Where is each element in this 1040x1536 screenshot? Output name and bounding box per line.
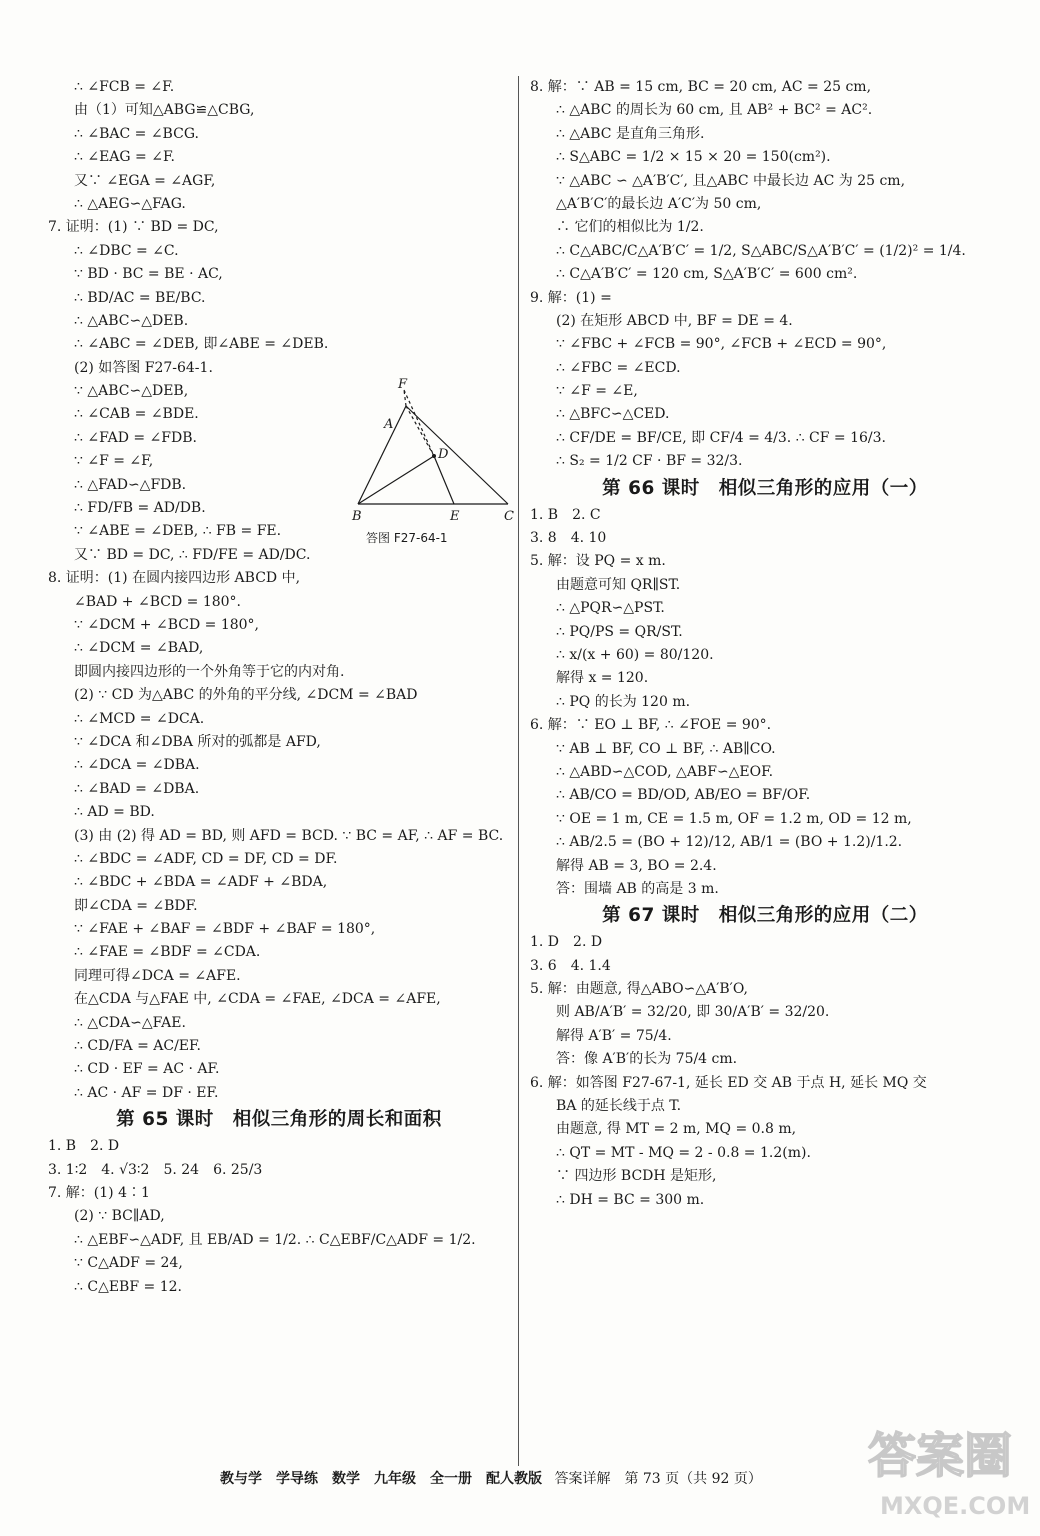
text-line: ∵ △ABC ∽ △A′B′C′, 且△ABC 中最长边 AC 为 25 cm, — [556, 172, 906, 189]
page-footer — [220, 1464, 920, 1494]
text-line: ∵ △ABC∽△DEB, — [74, 383, 189, 400]
text-line: ∴ ∠FAE = ∠BDF = ∠CDA. — [74, 944, 261, 961]
column-divider — [518, 76, 519, 1466]
text-line: ∴ △AEG∽△FAG. — [74, 195, 186, 212]
right-column — [530, 76, 1000, 1212]
text-line: 即∠CDA = ∠BDF. — [74, 897, 198, 914]
label-a: A — [384, 417, 394, 432]
text-line: ∴ FD/FB = AD/DB. — [74, 500, 206, 517]
text-line: ∴ △EBF∽△ADF, 且 EB/AD = 1/2. ∴ C△EBF/C△ADF = 1/2. — [74, 1231, 476, 1248]
text-line: ∵ ∠ABE = ∠DEB, ∴ FB = FE. — [74, 523, 282, 540]
text-line: ∵ BD · BC = BE · AC, — [74, 266, 223, 283]
text-line: 又∵ BD = DC, ∴ FD/FE = AD/DC. — [74, 546, 311, 563]
section-heading: 第 66 课时 相似三角形的应用（一） — [602, 477, 928, 499]
section-heading: 第 65 课时 相似三角形的周长和面积 — [116, 1109, 442, 1131]
text-line: ∴ △ABC∽△DEB. — [74, 312, 189, 329]
text-line: ∵ OE = 1 m, CE = 1.5 m, OF = 1.2 m, OD = 12 m, — [556, 810, 912, 827]
text-line: ∴ ∠DCA = ∠DBA. — [74, 757, 200, 774]
text-line: BA 的延长线于点 T. — [556, 1098, 682, 1115]
left-column — [48, 76, 510, 1299]
text-line: ∴ ∠BAC = ∠BCG. — [74, 125, 199, 142]
text-line: 即圆内接四边形的一个外角等于它的内对角. — [74, 663, 345, 680]
text-line: 在△CDA 与△FAE 中, ∠CDA = ∠FAE, ∠DCA = ∠AFE, — [74, 991, 441, 1008]
text-line: 同理可得∠DCA = ∠AFE. — [74, 967, 241, 984]
text-line: 7. 解：(1) 4∶1 — [48, 1184, 150, 1201]
text-line: 由题意, 得 MT = 2 m, MQ = 0.8 m, — [556, 1121, 797, 1138]
text-line: ∴ ∠FAD = ∠FDB. — [74, 429, 197, 446]
label-f: F — [398, 377, 408, 392]
text-line: ∵ ∠DCM + ∠BCD = 180°, — [74, 616, 260, 633]
text-line: ∴ C△ABC/C△A′B′C′ = 1/2, S△ABC/S△A′B′C′ = (1/2)² = 1/4. — [556, 242, 966, 259]
text-line: (2) 在矩形 ABCD 中, BF = DE = 4. — [556, 312, 793, 329]
section-heading: 第 67 课时 相似三角形的应用（二） — [602, 905, 928, 927]
text-line: ∴ ∠DBC = ∠C. — [74, 242, 179, 259]
text-line: 6. 解：∵ EO ⊥ BF, ∴ ∠FOE = 90°. — [530, 717, 772, 734]
text-line: 由题意可知 QR∥ST. — [556, 576, 681, 593]
text-line: 1. D 2. D — [530, 934, 603, 951]
text-line: ∴ ∠BAD = ∠DBA. — [74, 780, 200, 797]
text-line: ∴ ∠MCD = ∠DCA. — [74, 710, 205, 727]
text-line: ∴ ∠BDC = ∠ADF, CD = DF, CD = DF. — [74, 850, 338, 867]
text-line: ∴ AD = BD. — [74, 804, 155, 821]
text-line: 又∵ ∠EGA = ∠AGF, — [74, 172, 216, 189]
footer-page-info: 答案详解 第 73 页（共 92 页） — [554, 1471, 762, 1487]
text-line: ∴ AB/2.5 = (BO + 12)/12, AB/1 = (BO + 1.2)/1.2. — [556, 834, 903, 851]
watermark-chars: 答案圈 — [868, 1428, 1013, 1484]
text-line: ∴ S₂ = 1/2 CF · BF = 32/3. — [556, 453, 743, 470]
text-line: 答：像 A′B′的长为 75/4 cm. — [556, 1051, 738, 1068]
text-line: ∴ △ABD∽△COD, △ABF∽△EOF. — [556, 763, 774, 780]
text-line: ∴ 它们的相似比为 1/2. — [556, 219, 704, 236]
text-line: ∴ C△EBF = 12. — [74, 1278, 182, 1295]
text-line: ∵ ∠F = ∠E, — [556, 383, 638, 400]
text-line: ∴ △FAD∽△FDB. — [74, 476, 187, 493]
text-line: 解得 AB = 3, BO = 2.4. — [556, 857, 717, 874]
text-line: 则 AB/A′B′ = 32/20, 即 30/A′B′ = 32/20. — [556, 1004, 830, 1021]
text-line: 3. 1∶2 4. √3∶2 5. 24 6. 25/3 — [48, 1161, 263, 1178]
text-line: ∴ ∠EAG = ∠F. — [74, 149, 175, 166]
text-line: 解得 x = 120. — [556, 670, 649, 687]
text-line: ∴ △CDA∽△FAE. — [74, 1014, 186, 1031]
text-line: ∴ ∠ABC = ∠DEB, 即∠ABE = ∠DEB. — [74, 336, 329, 353]
footer-book-title: 教与学 学导练 数学 九年级 全一册 配人教版 — [220, 1471, 542, 1487]
text-line: 5. 解：设 PQ = x m. — [530, 553, 666, 570]
text-line: ∵ AB ⊥ BF, CO ⊥ BF, ∴ AB∥CO. — [556, 740, 776, 757]
watermark-logo — [860, 1410, 1030, 1525]
text-line: ∵ ∠F = ∠F, — [74, 453, 154, 470]
text-line: (2) 如答图 F27-64-1. — [74, 359, 213, 376]
text-line: 6. 解：如答图 F27-67-1, 延长 ED 交 AB 于点 H, 延长 MQ 交 — [530, 1074, 927, 1091]
text-line: ∵ C△ADF = 24, — [74, 1255, 183, 1272]
text-line: 由（1）可知△ABG≌△CBG, — [74, 102, 255, 119]
text-line: ∴ AC · AF = DF · EF. — [74, 1084, 219, 1101]
text-line: 8. 证明：(1) 在圆内接四边形 ABCD 中, — [48, 570, 301, 587]
text-line: ∴ BD/AC = BE/BC. — [74, 289, 206, 306]
text-line: 3. 6 4. 1.4 — [530, 957, 611, 974]
text-line: ∴ DH = BC = 300 m. — [556, 1191, 705, 1208]
text-line: 3. 8 4. 10 — [530, 530, 607, 547]
text-line: ∴ ∠CAB = ∠BDE. — [74, 406, 199, 423]
triangle-figure — [338, 376, 522, 552]
text-line: (2) ∵ CD 为△ABC 的外角的平分线, ∠DCM = ∠BAD — [74, 687, 418, 704]
text-line: ∴ QT = MT - MQ = 2 - 0.8 = 1.2(m). — [556, 1144, 811, 1161]
text-line: ∵ ∠FBC + ∠FCB = 90°, ∠FCB + ∠ECD = 90°, — [556, 336, 887, 353]
text-line: 1. B 2. C — [530, 506, 601, 523]
text-line: ∴ PQ/PS = QR/ST. — [556, 623, 683, 640]
label-c: C — [504, 509, 514, 524]
text-line: (3) 由 (2) 得 AD = BD, 则 AFD = BCD. ∵ BC = AF, ∴ AF = BC. — [74, 827, 504, 844]
text-line: ∴ △BFC∽△CED. — [556, 406, 670, 423]
text-line: ∴ △ABC 的周长为 60 cm, 且 AB² + BC² = AC². — [556, 102, 873, 119]
text-line: 8. 解：∵ AB = 15 cm, BC = 20 cm, AC = 25 cm, — [530, 79, 872, 95]
label-b: B — [352, 509, 362, 524]
text-line: 5. 解：由题意, 得△ABO∽△A′B′O, — [530, 981, 748, 998]
text-line: ∠BAD + ∠BCD = 180°. — [74, 593, 242, 610]
text-line: ∴ ∠FCB = ∠F. — [74, 79, 175, 95]
text-line: 7. 证明：(1) ∵ BD = DC, — [48, 219, 219, 236]
text-line: ∴ ∠FBC = ∠ECD. — [556, 359, 681, 376]
text-line: 答：围墙 AB 的高是 3 m. — [556, 880, 719, 897]
label-d: D — [438, 447, 449, 462]
text-line: ∴ ∠BDC + ∠BDA = ∠ADF + ∠BDA, — [74, 874, 328, 891]
text-line: ∴ AB/CO = BD/OD, AB/EO = BF/OF. — [556, 787, 811, 804]
text-line: △A′B′C′的最长边 A′C′为 50 cm, — [556, 195, 762, 212]
text-line: ∴ △ABC 是直角三角形. — [556, 125, 705, 142]
text-line: ∴ C△A′B′C′ = 120 cm, S△A′B′C′ = 600 cm². — [556, 266, 858, 283]
text-line: ∵ ∠FAE + ∠BAF = ∠BDF + ∠BAF = 180°, — [74, 921, 376, 938]
text-line: ∴ ∠DCM = ∠BAD, — [74, 640, 204, 657]
text-line: 解得 A′B′ = 75/4. — [556, 1027, 672, 1044]
figure-caption: 答图 F27-64-1 — [366, 531, 448, 545]
text-line: ∴ △PQR∽△PST. — [556, 600, 665, 617]
text-line: ∴ PQ 的长为 120 m. — [556, 693, 691, 710]
text-line: ∵ 四边形 BCDH 是矩形, — [556, 1168, 717, 1185]
label-e: E — [450, 509, 460, 524]
text-line: ∵ ∠DCA 和∠DBA 所对的弧都是 AFD, — [74, 733, 321, 750]
watermark-url: MXQE.COM — [880, 1492, 1030, 1520]
text-line: ∴ x/(x + 60) = 80/120. — [556, 646, 714, 663]
text-line: 9. 解：(1) = — [530, 289, 612, 306]
text-line: 1. B 2. D — [48, 1138, 120, 1155]
text-line: ∴ CD/FA = AC/EF. — [74, 1038, 201, 1055]
text-line: (2) ∵ BC∥AD, — [74, 1208, 165, 1225]
text-line: ∴ CD · EF = AC · AF. — [74, 1061, 220, 1078]
text-line: ∴ CF/DE = BF/CE, 即 CF/4 = 4/3. ∴ CF = 16/3. — [556, 429, 886, 446]
text-line: ∴ S△ABC = 1/2 × 15 × 20 = 150(cm²). — [556, 149, 831, 166]
